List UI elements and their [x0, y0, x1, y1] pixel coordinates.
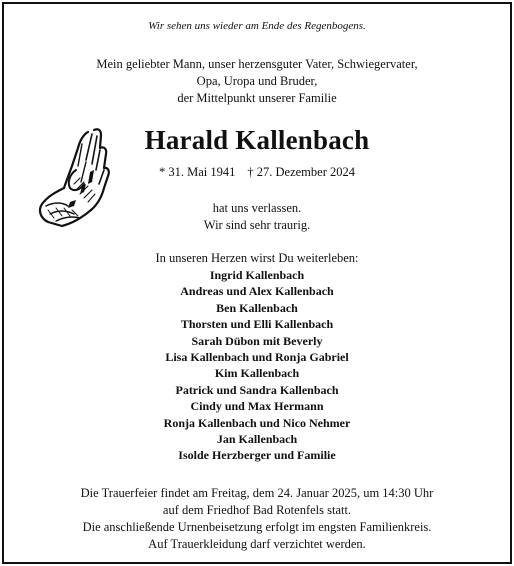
family-member: Andreas und Alex Kallenbach: [180, 284, 334, 299]
funeral-line-2: auf dem Friedhof Bad Rotenfels statt.: [162, 503, 352, 517]
funeral-line-1: Die Trauerfeier findet am Freitag, dem 24. Januar 2025, um 14:30 Uhr: [80, 486, 434, 500]
family-member: Kim Kallenbach: [214, 366, 300, 381]
family-list: [4, 267, 510, 464]
funeral-line-3: Die anschließende Urnenbeisetzung erfolgt im engsten Familienkreis.: [82, 520, 432, 534]
family-member: Thorsten und Elli Kallenbach: [180, 317, 334, 332]
intro-line-1: Mein geliebter Mann, unser herzensguter Vater, Schwiegervater,: [96, 57, 418, 71]
birth-date: * 31. Mai 1941: [159, 165, 236, 179]
intro-line-3: der Mittelpunkt unserer Familie: [177, 91, 337, 105]
death-date: † 27. Dezember 2024: [247, 165, 355, 179]
family-member: Lisa Kallenbach und Ronja Gabriel: [165, 349, 349, 364]
passing-line-2: Wir sind sehr traurig.: [203, 218, 311, 232]
funeral-line-4: Auf Trauerkleidung darf verzichtet werden.: [148, 537, 366, 551]
family-member: Cindy und Max Hermann: [190, 399, 324, 414]
remembrance-intro: In unseren Herzen wirst Du weiterleben:: [155, 251, 359, 265]
obituary-notice: [2, 2, 512, 564]
family-member: Patrick und Sandra Kallenbach: [175, 382, 339, 397]
family-member: Sarah Dübon mit Beverly: [191, 333, 323, 348]
life-dates: [4, 164, 510, 181]
family-member: Ingrid Kallenbach: [209, 268, 305, 282]
family-member: Isolde Herzberger und Familie: [178, 448, 336, 463]
passing-line-1: hat uns verlassen.: [212, 201, 302, 215]
family-member: Ben Kallenbach: [216, 300, 298, 315]
deceased-name: Harald Kallenbach: [144, 125, 370, 155]
intro-line-2: Opa, Uropa und Bruder,: [196, 74, 318, 88]
family-member: Ronja Kallenbach und Nico Nehmer: [163, 415, 351, 430]
motto: Wir sehen uns wieder am Ende des Regenbogens.: [148, 20, 366, 32]
family-member: Jan Kallenbach: [216, 431, 298, 446]
